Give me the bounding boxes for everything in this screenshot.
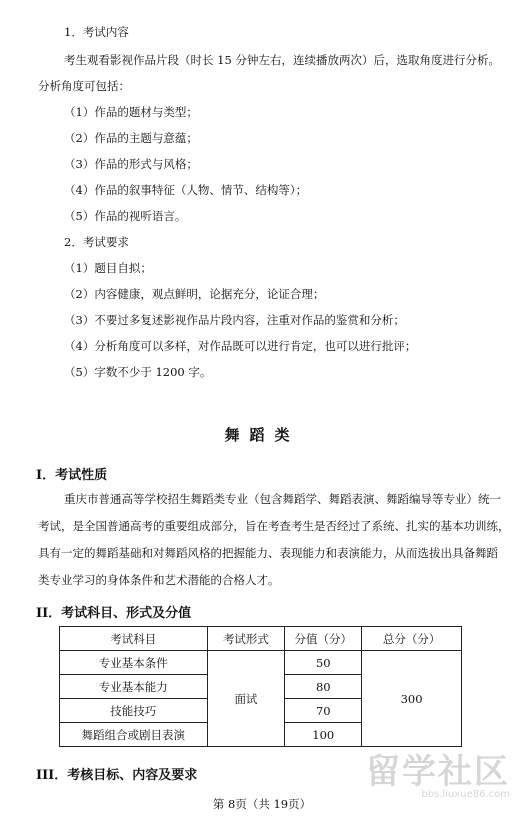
subject-score: 100	[285, 723, 362, 747]
dance-category-heading: 舞蹈类	[224, 426, 300, 444]
exam-nature-line: 重庆市普通高等学校招生舞蹈类专业（包含舞蹈学、舞蹈表演、舞蹈编导等专业）统一	[64, 492, 501, 506]
angle-item: （3）作品的形式与风格；	[64, 157, 198, 171]
section-title-exam-nature: I．考试性质	[36, 468, 108, 483]
table-header-row	[60, 627, 462, 651]
section-title-objectives: III．考核目标、内容及要求	[36, 768, 198, 783]
subject-name: 专业基本条件	[60, 651, 208, 675]
exam-nature-line: 类专业学习的身体条件和艺术潜能的合格人才。	[38, 573, 280, 587]
angle-item: （4）作品的叙事特征（人物、情节、结构等）；	[64, 183, 308, 197]
subject-score: 70	[285, 699, 362, 723]
requirement-item: （4）分析角度可以多样，对作品既可以进行肯定，也可以进行批评；	[64, 339, 417, 353]
exam-nature-line: 考试，是全国普通高考的重要组成部分，旨在考查考生是否经过了系统、扎实的基本功训练，	[38, 519, 510, 533]
subject-score: 50	[285, 651, 362, 675]
requirement-item: （5）字数不少于 1200 字。	[64, 365, 212, 379]
table-row	[60, 651, 462, 675]
exam-content-paragraph-line2: 分析角度可包括：	[38, 79, 130, 93]
section-title-subjects: II．考试科目、形式及分值	[36, 606, 192, 621]
exam-nature-line: 具有一定的舞蹈基础和对舞蹈风格的把握能力、表现能力和表演能力，从而选拔出具备舞蹈	[38, 546, 498, 560]
header-total: 总分（分）	[362, 627, 462, 651]
requirement-item: （1）题目自拟；	[64, 261, 152, 275]
header-score: 分值（分）	[285, 627, 362, 651]
page-footer: 第 8页（共 19页）	[212, 797, 312, 811]
angle-item: （5）作品的视听语言。	[64, 209, 187, 223]
score-table	[59, 626, 462, 747]
watermark-logo: 留学社区	[366, 752, 510, 792]
exam-requirements-title: 2．考试要求	[64, 235, 129, 249]
angle-item: （1）作品的题材与类型；	[64, 105, 198, 119]
header-form: 考试形式	[207, 627, 285, 651]
watermark-url: bbs.liuxue86.com	[421, 789, 510, 800]
exam-form-cell: 面试	[207, 651, 285, 747]
requirement-item: （3）不要过多复述影视作品片段内容，注重对作品的鉴赏和分析；	[64, 313, 405, 327]
watermark	[366, 744, 510, 800]
subject-score: 80	[285, 675, 362, 699]
subject-name: 专业基本能力	[60, 675, 208, 699]
subject-name: 舞蹈组合或剧目表演	[60, 723, 208, 747]
header-subject: 考试科目	[60, 627, 208, 651]
requirement-item: （2）内容健康，观点鲜明，论据充分，论证合理；	[64, 287, 325, 301]
subject-name: 技能技巧	[60, 699, 208, 723]
exam-content-paragraph-line1: 考生观看影视作品片段（时长 15 分钟左右，连续播放两次）后，选取角度进行分析。	[64, 53, 500, 67]
angle-item: （2）作品的主题与意蕴；	[64, 131, 198, 145]
exam-content-title: 1．考试内容	[64, 25, 129, 39]
total-score-cell: 300	[362, 651, 462, 747]
